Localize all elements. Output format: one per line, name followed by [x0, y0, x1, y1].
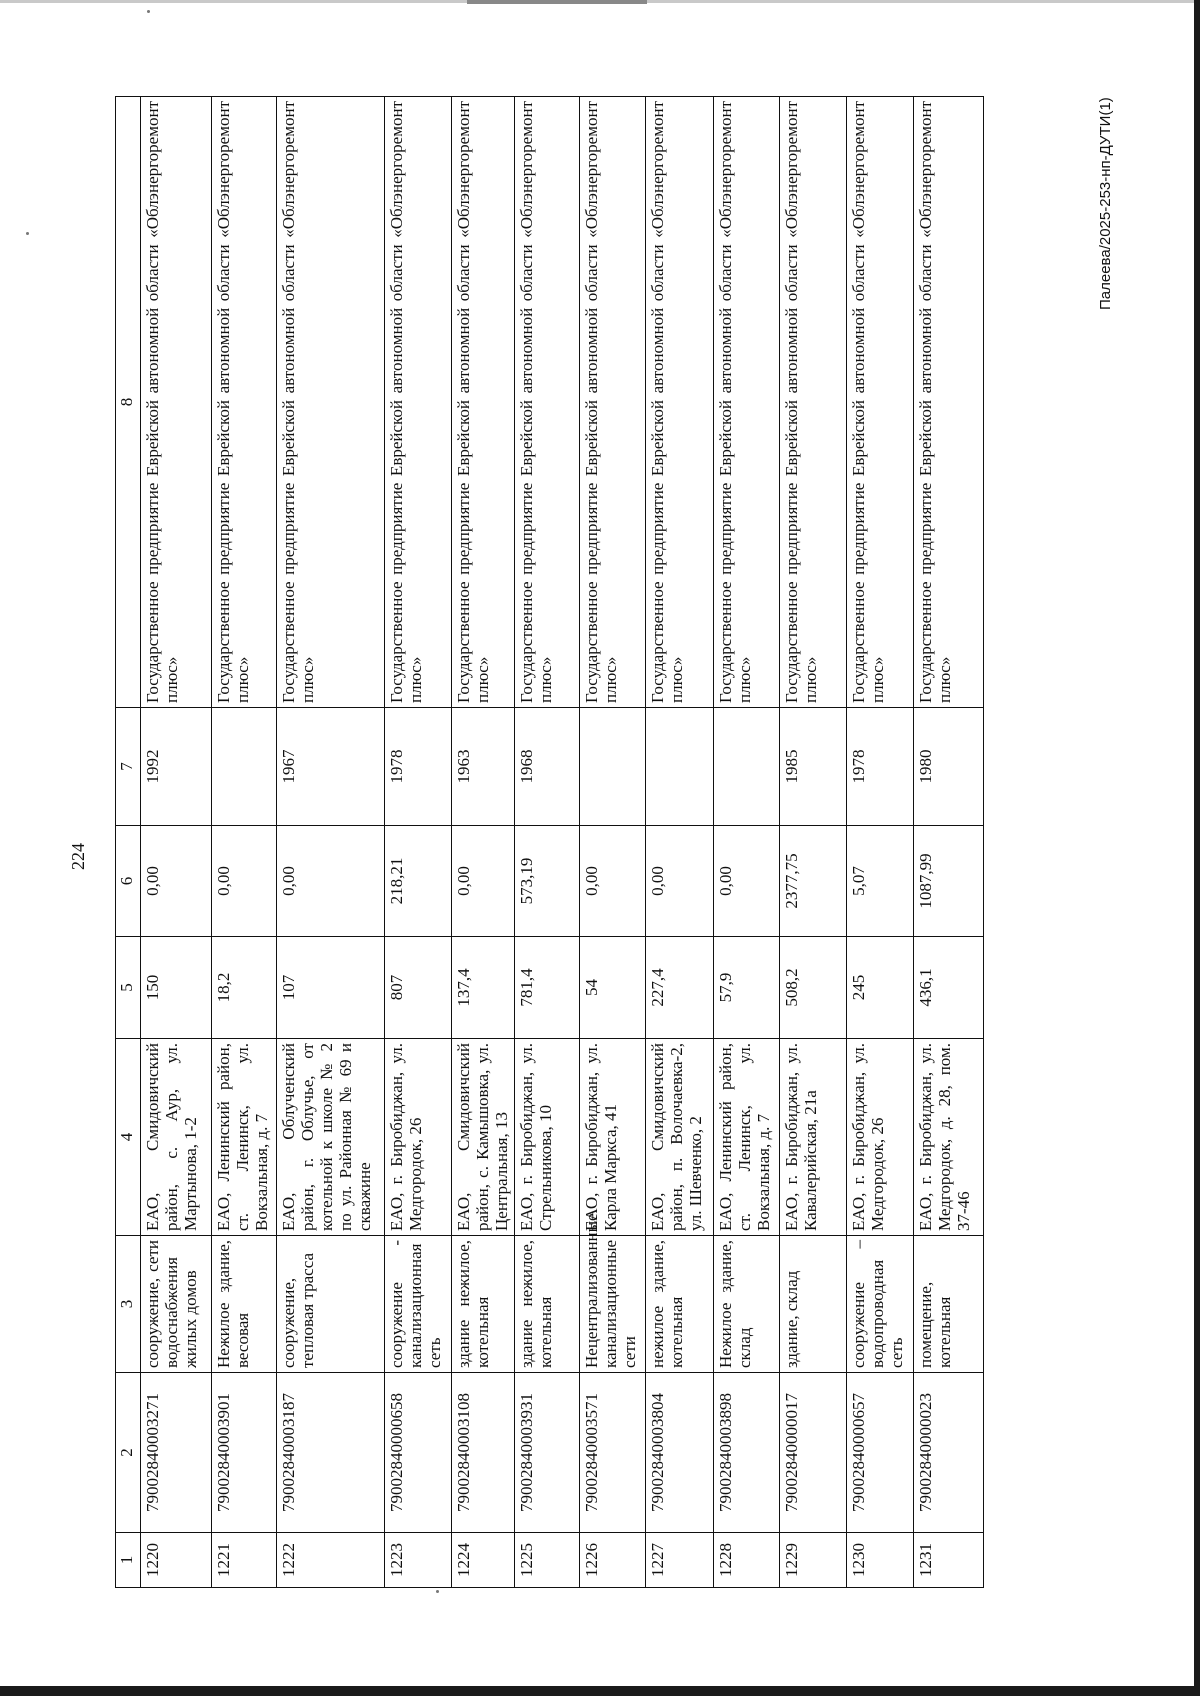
area-cell: 227,4 [646, 937, 714, 1039]
row-number-cell: 1224 [452, 1533, 515, 1588]
address-cell: ЕАО, Смидовичский район, с. Аур, ул. Мартынова, 1-2 [141, 1039, 212, 1236]
address-cell: ЕАО, г. Биробиджан, ул. Медгородок, 26 [385, 1039, 452, 1236]
cadastral-number-cell: 79002840003271 [141, 1373, 212, 1533]
year-cell [580, 708, 646, 826]
cadastral-number-cell: 79002840003901 [212, 1373, 277, 1533]
address-cell: ЕАО, Смидовичский район, с. Камышовка, ул. Центральная, 13 [452, 1039, 515, 1236]
page-number: 224 [68, 843, 88, 870]
cadastral-number-cell: 79002840003898 [714, 1373, 780, 1533]
object-name-cell: Нежилое здание, весовая [212, 1236, 277, 1373]
area-cell: 245 [847, 937, 914, 1039]
owner-cell: Государственное предприятие Еврейской автономной области «Облэнергоремонт плюс» [847, 97, 914, 708]
owner-cell: Государственное предприятие Еврейской автономной области «Облэнергоремонт плюс» [714, 97, 780, 708]
object-name-cell: сооружение – водопроводная сеть [847, 1236, 914, 1373]
year-cell: 1992 [141, 708, 212, 826]
object-name-cell: Нецентрализованные канализационные сети [580, 1236, 646, 1373]
year-cell: 1980 [914, 708, 984, 826]
row-number-cell: 1226 [580, 1533, 646, 1588]
row-number-cell: 1223 [385, 1533, 452, 1588]
header-cell: 2 [116, 1373, 141, 1533]
cadastral-number-cell: 79002840000023 [914, 1373, 984, 1533]
year-cell: 1963 [452, 708, 515, 826]
owner-cell: Государственное предприятие Еврейской автономной области «Облэнергоремонт плюс» [914, 97, 984, 708]
cost-cell: 2377,75 [780, 826, 847, 937]
cadastral-number-cell: 79002840003931 [515, 1373, 580, 1533]
table-row [141, 97, 212, 1588]
table-row [385, 97, 452, 1588]
object-name-cell: здание нежилое, котельная [452, 1236, 515, 1373]
row-number-cell: 1228 [714, 1533, 780, 1588]
address-cell: ЕАО, Облученский район, г. Облучье, от котельной к школе № 2 по ул. Районная № 69 и скважине [277, 1039, 385, 1236]
owner-cell: Государственное предприятие Еврейской автономной области «Облэнергоремонт плюс» [780, 97, 847, 708]
table-row [277, 97, 385, 1588]
cadastral-number-cell: 79002840000017 [780, 1373, 847, 1533]
cost-cell: 0,00 [580, 826, 646, 937]
row-number-cell: 1222 [277, 1533, 385, 1588]
cost-cell: 1087,99 [914, 826, 984, 937]
cost-cell: 0,00 [646, 826, 714, 937]
table-row [914, 97, 984, 1588]
row-number-cell: 1220 [141, 1533, 212, 1588]
address-cell: ЕАО, г. Биробиджан, ул. Медгородок, д. 28, пом. 37-46 [914, 1039, 984, 1236]
object-name-cell: сооружение, тепловая трасса [277, 1236, 385, 1373]
owner-cell: Государственное предприятие Еврейской автономной области «Облэнергоремонт плюс» [452, 97, 515, 708]
address-cell: ЕАО, г. Биробиджан, ул. Стрельникова, 10 [515, 1039, 580, 1236]
area-cell: 508,2 [780, 937, 847, 1039]
cadastral-number-cell: 79002840000658 [385, 1373, 452, 1533]
cadastral-number-cell: 79002840003804 [646, 1373, 714, 1533]
area-cell: 436,1 [914, 937, 984, 1039]
year-cell [212, 708, 277, 826]
year-cell: 1967 [277, 708, 385, 826]
header-cell: 5 [116, 937, 141, 1039]
address-cell: ЕАО, Ленинский район, ст. Ленинск, ул. Вокзальная, д. 7 [212, 1039, 277, 1236]
address-cell: ЕАО, г. Биробиджан, ул. Кавалерийская, 21а [780, 1039, 847, 1236]
header-row [116, 97, 141, 1588]
year-cell: 1978 [385, 708, 452, 826]
owner-cell: Государственное предприятие Еврейской автономной области «Облэнергоремонт плюс» [646, 97, 714, 708]
cadastral-number-cell: 79002840003571 [580, 1373, 646, 1533]
row-number-cell: 1225 [515, 1533, 580, 1588]
address-cell: ЕАО, Смидовичский район, п. Волочаевка-2, ул. Шевченко, 2 [646, 1039, 714, 1236]
cadastral-number-cell: 79002840000657 [847, 1373, 914, 1533]
cost-cell: 0,00 [714, 826, 780, 937]
table-row [646, 97, 714, 1588]
cost-cell: 0,00 [452, 826, 515, 937]
table-row [580, 97, 646, 1588]
year-cell [714, 708, 780, 826]
footer-document-code: Палеева/2025-253-нп-ДУТИ(1) [1097, 97, 1114, 310]
row-number-cell: 1229 [780, 1533, 847, 1588]
area-cell: 137,4 [452, 937, 515, 1039]
object-name-cell: здание нежилое, котельная [515, 1236, 580, 1373]
owner-cell: Государственное предприятие Еврейской автономной области «Облэнергоремонт плюс» [212, 97, 277, 708]
address-cell: ЕАО, г. Биробиджан, ул. Медгородок, 26 [847, 1039, 914, 1236]
object-name-cell: сооружение, сети водоснабжения жилых домов [141, 1236, 212, 1373]
row-number-cell: 1231 [914, 1533, 984, 1588]
owner-cell: Государственное предприятие Еврейской автономной области «Облэнергоремонт плюс» [277, 97, 385, 708]
owner-cell: Государственное предприятие Еврейской автономной области «Облэнергоремонт плюс» [580, 97, 646, 708]
year-cell: 1968 [515, 708, 580, 826]
area-cell: 57,9 [714, 937, 780, 1039]
address-cell: ЕАО, Ленинский район, ст. Ленинск, ул. Вокзальная, д. 7 [714, 1039, 780, 1236]
header-cell: 1 [116, 1533, 141, 1588]
owner-cell: Государственное предприятие Еврейской автономной области «Облэнергоремонт плюс» [141, 97, 212, 708]
area-cell: 18,2 [212, 937, 277, 1039]
owner-cell: Государственное предприятие Еврейской автономной области «Облэнергоремонт плюс» [515, 97, 580, 708]
cadastral-number-cell: 79002840003187 [277, 1373, 385, 1533]
property-register-table [115, 96, 984, 1588]
header-cell: 6 [116, 826, 141, 937]
table-row [212, 97, 277, 1588]
cost-cell: 0,00 [277, 826, 385, 937]
header-cell: 3 [116, 1236, 141, 1373]
row-number-cell: 1227 [646, 1533, 714, 1588]
row-number-cell: 1230 [847, 1533, 914, 1588]
object-name-cell: помещение, котельная [914, 1236, 984, 1373]
object-name-cell: Нежилое здание, склад [714, 1236, 780, 1373]
cost-cell: 573,19 [515, 826, 580, 937]
header-cell: 4 [116, 1039, 141, 1236]
cost-cell: 0,00 [141, 826, 212, 937]
table-row [452, 97, 515, 1588]
area-cell: 54 [580, 937, 646, 1039]
header-cell: 8 [116, 97, 141, 708]
table-row [780, 97, 847, 1588]
object-name-cell: нежилое здание, котельная [646, 1236, 714, 1373]
cost-cell: 218,21 [385, 826, 452, 937]
table-row [714, 97, 780, 1588]
object-name-cell: здание, склад [780, 1236, 847, 1373]
cadastral-number-cell: 79002840003108 [452, 1373, 515, 1533]
year-cell: 1978 [847, 708, 914, 826]
owner-cell: Государственное предприятие Еврейской автономной области «Облэнергоремонт плюс» [385, 97, 452, 708]
table-row [847, 97, 914, 1588]
cost-cell: 5,07 [847, 826, 914, 937]
object-name-cell: сооружение - канализационная сеть [385, 1236, 452, 1373]
area-cell: 781,4 [515, 937, 580, 1039]
area-cell: 150 [141, 937, 212, 1039]
year-cell: 1985 [780, 708, 847, 826]
area-cell: 807 [385, 937, 452, 1039]
cost-cell: 0,00 [212, 826, 277, 937]
table-row [515, 97, 580, 1588]
row-number-cell: 1221 [212, 1533, 277, 1588]
area-cell: 107 [277, 937, 385, 1039]
year-cell [646, 708, 714, 826]
header-cell: 7 [116, 708, 141, 826]
address-cell: ЕАО, г. Биробиджан, ул. Карла Маркса, 41 [580, 1039, 646, 1236]
